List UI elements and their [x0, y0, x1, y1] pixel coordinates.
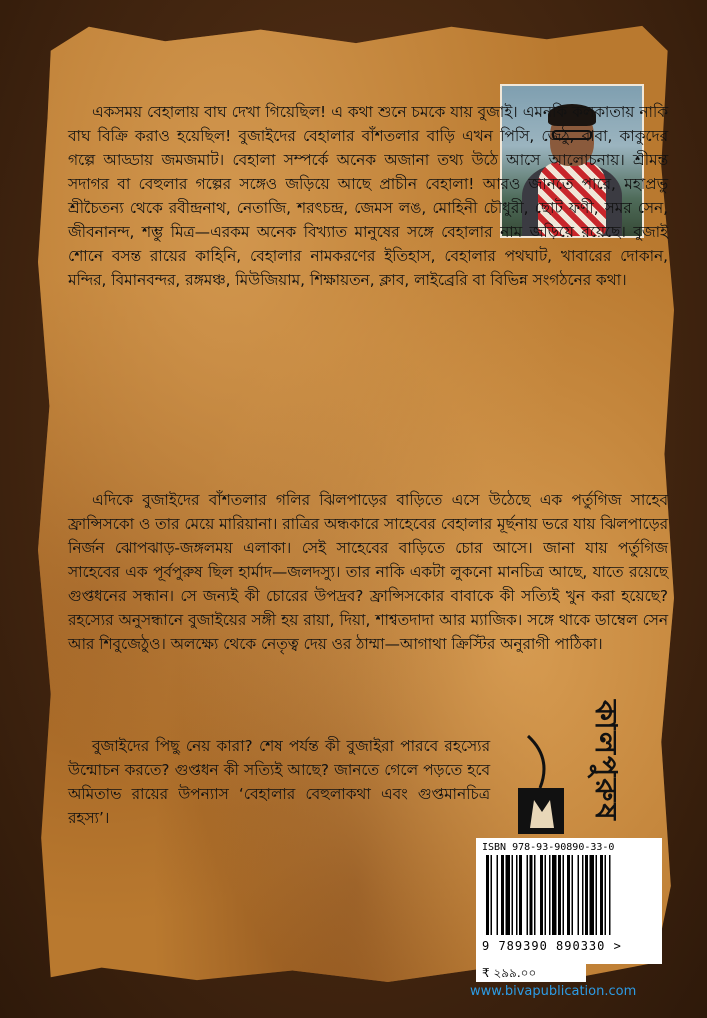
- barcode-bar: [506, 855, 511, 935]
- barcode-bar: [552, 855, 557, 935]
- blurb-text-1: একসময় বেহালায় বাঘ দেখা গিয়েছিল! এ কথা শুনে চমকে যায় বুজাই। এমনকি কলকাতায় নাকি বাঘ বিক্রি করাও হয়েছিল! বুজাইদের বেহালার বাঁশতলার বাড়ি এখন পিসি, জেঠু, বাবা, কাকুদের গল্পে আড্ডায় জমজমাট। বেহালা সম্পর্কে অনেক অজানা তথ্য উঠে আসে আলোচনায়। শ্রীমন্ত সদাগর বা বেহুলার গল্পের সঙ্গেও জড়িয়ে আছে প্রাচীন বেহালা! আরও জানতে পারে, মহাপ্রভু শ্রীচৈতন্য থেকে রবীন্দ্রনাথ, নেতাজি, শরৎচন্দ্র, জেমস লঙ, মোহিনী চৌধুরী, ছোট ফণী, সমর সেন, জীবনানন্দ, শম্ভু মিত্র—এরকম অনেক বিখ্যাত মানুষের সঙ্গে বেহালার নাম জড়িয়ে রয়েছে। বুজাই শোনে বসন্ত রায়ের কাহিনি, বেহালার নামকরণের ইতিহাস, বেহালার পথঘাট, খাবারের দোকান, মন্দির, বিমানবন্দর, রঙ্গমঞ্চ, মিউজিয়াম, শিক্ষায়তন, ক্লাব, লাইব্রেরি বা বিভিন্ন সংগঠনের কথা।: [68, 103, 668, 289]
- barcode-bar: [527, 855, 529, 935]
- publisher-logo: [500, 718, 650, 838]
- barcode-bar: [609, 855, 611, 935]
- barcode-bar: [578, 855, 580, 935]
- barcode-bar: [497, 855, 499, 935]
- price-label: ₹ ২৯৯.০০: [476, 964, 586, 982]
- barcode-bar: [534, 855, 536, 935]
- barcode-icon: [482, 855, 656, 935]
- barcode-bar: [563, 855, 565, 935]
- barcode-bar: [512, 855, 514, 935]
- blurb-text-3: বুজাইদের পিছু নেয় কারা? শেষ পর্যন্ত কী বুজাইরা পারবে রহস্যের উন্মোচন করতে? গুপ্তধন কী সত্যিই আছে? জানতে গেলে পড়তে হবে অমিতাভ রায়ের উপন্যাস ‘বেহালার বেহুলাকথা এবং গুপ্তমানচিত্র রহস্য’।: [68, 737, 490, 827]
- barcode-bar: [501, 855, 504, 935]
- bow-icon: [528, 736, 544, 788]
- barcode-area: [476, 838, 662, 964]
- barcode-bar: [540, 855, 543, 935]
- barcode-bar: [486, 855, 489, 935]
- barcode-bar: [596, 855, 598, 935]
- barcode-bar: [519, 855, 522, 935]
- barcode-bar: [605, 855, 607, 935]
- barcode-bar: [585, 855, 588, 935]
- barcode-bar: [530, 855, 533, 935]
- barcode-bar: [516, 855, 518, 935]
- blurb-text-2: এদিকে বুজাইদের বাঁশতলার গলির ঝিলপাড়ের বাড়িতে এসে উঠেছে এক পর্তুগিজ সাহেব ফ্রান্সিসকো ও তার মেয়ে মারিয়ানা। রাত্রির অন্ধকারে সাহেবের বেহালার মূর্ছনায় ভরে যায় ঝিলপাড়ের নির্জন ঝোপঝাড়-জঙ্গলময় এলাকা। সেই সাহেবের বাড়িতে চোর আসে। জানা যায় পর্তুগিজ সাহেবের এক পূর্বপুরুষ ছিল হার্মাদ—জলদস্যু। তার নাকি একটা লুকনো মানচিত্র আছে, যাতে রয়েছে গুপ্তধনের সন্ধান। সে জন্যই কী চোরের উপদ্রব? ফ্রান্সিসকোর বাবাকে কী সত্যিই খুন করা হয়েছে? রহস্যের অনুসন্ধানে বুজাইয়ের সঙ্গী হয় রায়া, দিয়া, শাশ্বতদাদা আর ম্যাজিক। সঙ্গে থাকে ডাম্বেল সেন আর শিবুজেঠুও। অলক্ষ্যে থেকে নেতৃত্ব দেয় ওর ঠাম্মা—আগাথা ক্রিস্টির অনুরাগী পাঠিকা।: [68, 491, 668, 653]
- barcode-bar: [600, 855, 603, 935]
- barcode-digits: 9 789390 890330 >: [482, 939, 622, 953]
- publisher-logo-text: কালপুরুষ: [588, 700, 623, 822]
- barcode-bar: [572, 855, 574, 935]
- barcode-bar: [590, 855, 595, 935]
- blurb-paragraph-3: [68, 734, 490, 830]
- barcode-bar: [582, 855, 584, 935]
- blurb-paragraph-1: [68, 100, 668, 292]
- website-link[interactable]: www.bivapublication.com: [470, 984, 637, 999]
- barcode-bar: [549, 855, 551, 935]
- barcode-bar: [545, 855, 547, 935]
- barcode-bar: [567, 855, 570, 935]
- barcode-bar: [491, 855, 493, 935]
- blurb-paragraph-2: [68, 488, 668, 656]
- barcode-bar: [558, 855, 561, 935]
- isbn-number: ISBN 978-93-90890-33-0: [482, 842, 615, 853]
